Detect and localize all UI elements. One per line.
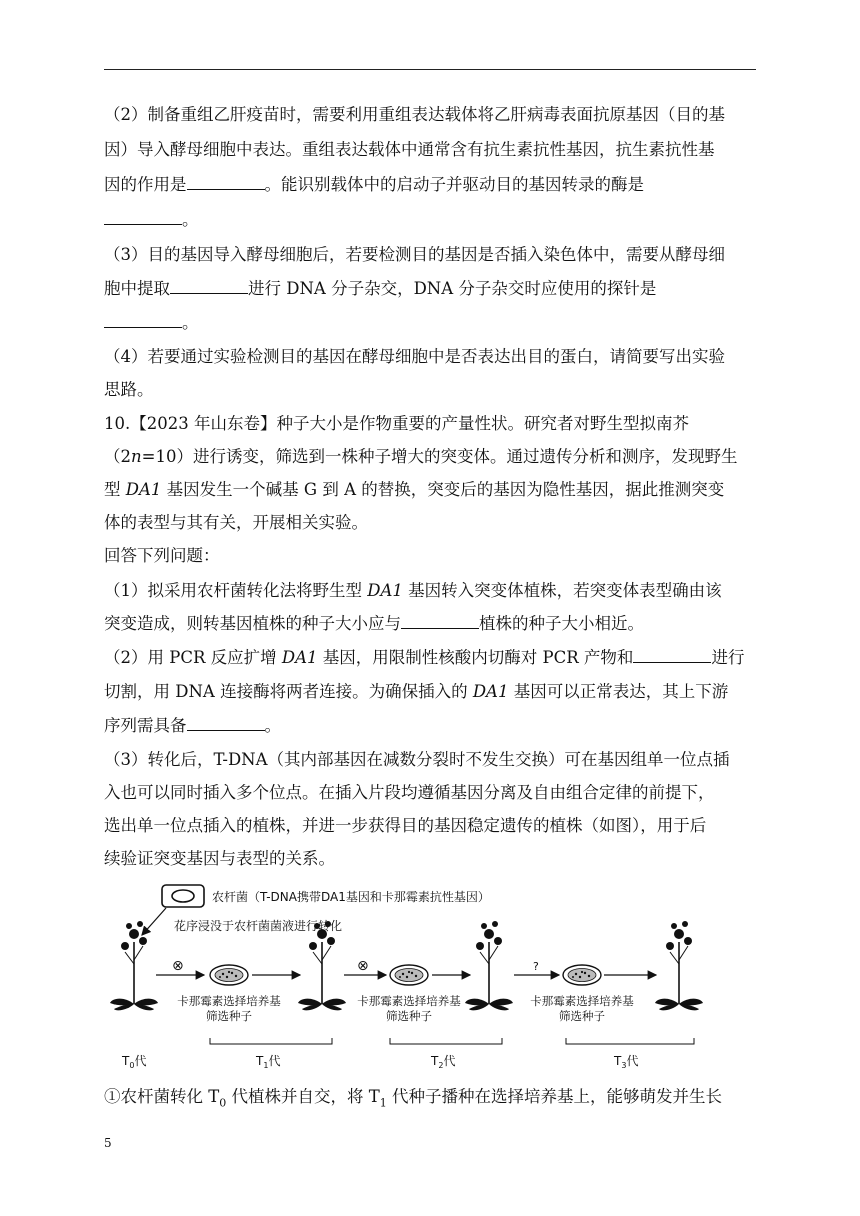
q10-part1-line1: [104, 581, 764, 601]
answer-blank: [187, 716, 265, 731]
text: 因的作用是: [104, 175, 187, 194]
q9-part3-line3: [104, 313, 764, 333]
agrobacterium-icon: [172, 890, 194, 902]
q10-part2-line2: [104, 682, 764, 702]
q10-part2-line3: [104, 716, 764, 736]
plant-t2: [465, 921, 513, 1010]
q10-answer-prompt: 回答下列问题：: [104, 546, 220, 565]
gene-name: DA1: [125, 480, 162, 499]
text: 。能识别载体中的启动子并驱动目的基因转录的酶是: [264, 175, 644, 194]
generation-t1: $T_1$代: [256, 1054, 281, 1070]
transformation-figure: [104, 880, 764, 1080]
q9-part3-line2: [104, 279, 764, 299]
plant-t3: [655, 921, 703, 1010]
gene-name: DA1: [281, 648, 318, 667]
page-number: 5: [104, 1136, 112, 1150]
text: （2）用 PCR 反应扩增: [104, 648, 282, 667]
q10-part3-line2: 入也可以同时插入多个位点。在插入片段均遵循基因分离及自由组合定律的前提下，: [104, 783, 715, 802]
q10-sub1-line1: [104, 1087, 764, 1113]
text: ①农杆菌转化 T: [104, 1087, 220, 1106]
selection-dish-3: [563, 965, 601, 985]
answer-blank: [633, 648, 711, 663]
generation-t0: $T_0$代: [122, 1054, 147, 1070]
t1-bracket: [210, 1038, 332, 1044]
text: 基因可以正常表达，其上下游: [508, 682, 729, 701]
q10-part3-line3: 选出单一位点插入的植株，并进一步获得目的基因稳定遗传的植株（如图），用于后: [104, 816, 707, 835]
plant-t1: [298, 921, 346, 1010]
subscript: 0: [219, 1096, 227, 1110]
q9-part3-line1: （3）目的基因导入酵母细胞后，若要检测目的基因是否插入染色体中，需要从酵母细: [104, 245, 725, 264]
text: 基因转入突变体植株，若突变体表型确由该: [402, 581, 722, 600]
answer-blank: [104, 313, 182, 328]
selfing-symbol: ⊗: [357, 958, 369, 974]
gene-name: DA1: [472, 682, 509, 701]
q10-part3-line1: （3）转化后，T-DNA（其内部基因在减数分裂时不发生交换）可在基因组单一位点插: [104, 750, 730, 769]
text: 。: [182, 313, 199, 332]
text: 代植株并自交，将 T: [226, 1087, 380, 1106]
plant-t0: [110, 921, 158, 1010]
text: =10）进行诱变，筛选到一株种子增大的突变体。通过遗传分析和测序，发现野生: [141, 447, 738, 466]
text: 基因，用限制性核酸内切酶对 PCR 产物和: [317, 648, 634, 667]
dish-label: 卡那霉素选择培养基: [530, 994, 634, 1008]
dip-label: 花序浸没于农杆菌菌液进行转化: [174, 919, 343, 933]
text: 。: [182, 210, 199, 229]
text: 进行: [711, 648, 745, 667]
selection-dish-1: [210, 965, 248, 985]
dish-label: 筛选种子: [206, 1009, 252, 1023]
selection-dish-2: [390, 965, 428, 985]
generation-t3: $T_3$代: [614, 1054, 639, 1070]
text: 型: [104, 480, 126, 499]
transform-arrow: [142, 908, 166, 935]
selfing-symbol: ⊗: [172, 958, 184, 974]
answer-blank: [170, 279, 248, 294]
generation-t2: $T_2$代: [431, 1054, 456, 1070]
text: 。: [264, 716, 281, 735]
text: 基因发生一个碱基 G 到 A 的替换，突变后的基因为隐性基因，据此推测突变: [161, 480, 725, 499]
text: 代种子播种在选择培养基上，能够萌发并生长: [386, 1087, 723, 1106]
text: 突变造成，则转基因植株的种子大小应与: [104, 614, 401, 633]
q9-part4-line1: （4）若要通过实验检测目的基因在酵母细胞中是否表达出目的蛋白，请简要写出实验: [104, 347, 725, 366]
dish-label: 卡那霉素选择培养基: [177, 994, 281, 1008]
q9-part2-line1: （2）制备重组乙肝疫苗时，需要利用重组表达载体将乙肝病毒表面抗原基因（目的基: [104, 105, 725, 124]
italic-n: n: [131, 447, 142, 466]
answer-blank: [401, 614, 479, 629]
q10-part2-line1: [104, 648, 764, 668]
q10-part3-line4: 续验证突变基因与表型的关系。: [104, 849, 335, 868]
t2-bracket: [390, 1038, 502, 1044]
q10-intro-line2: [104, 447, 764, 467]
t3-bracket: [566, 1038, 694, 1044]
text: （1）拟采用农杆菌转化法将野生型: [104, 581, 368, 600]
text: 切割，用 DNA 连接酶将两者连接。为确保插入的: [104, 682, 473, 701]
answer-blank: [187, 175, 265, 190]
q9-part2-line2: 因）导入酵母细胞中表达。重组表达载体中通常含有抗生素抗性基因，抗生素抗性基: [104, 140, 715, 159]
text: 胞中提取: [104, 279, 170, 298]
unknown-symbol: ?: [533, 960, 539, 973]
q9-part4-line2: 思路。: [104, 380, 154, 399]
dish-label: 卡那霉素选择培养基: [357, 994, 461, 1008]
q10-intro-line1: 10.【2023 年山东卷】种子大小是作物重要的产量性状。研究者对野生型拟南芥: [104, 414, 689, 433]
text: 植株的种子大小相近。: [479, 614, 644, 633]
dish-label: 筛选种子: [559, 1009, 605, 1023]
text: （2: [104, 447, 131, 466]
text: 序列需具备: [104, 716, 187, 735]
q10-part1-line2: [104, 614, 764, 634]
q10-intro-line3: [104, 480, 764, 500]
agrobacterium-label: 农杆菌（T-DNA携带DA1基因和卡那霉素抗性基因）: [212, 890, 490, 904]
q10-intro-line4: 体的表型与其有关，开展相关实验。: [104, 513, 368, 532]
answer-blank: [104, 210, 182, 225]
q9-part2-line4: [104, 210, 764, 230]
gene-name: DA1: [367, 581, 403, 600]
dish-label: 筛选种子: [386, 1009, 432, 1023]
header-rule: [104, 69, 756, 70]
subscript: 1: [379, 1096, 387, 1110]
q9-part2-line3: [104, 175, 764, 195]
text: 进行 DNA 分子杂交，DNA 分子杂交时应使用的探针是: [248, 279, 657, 298]
